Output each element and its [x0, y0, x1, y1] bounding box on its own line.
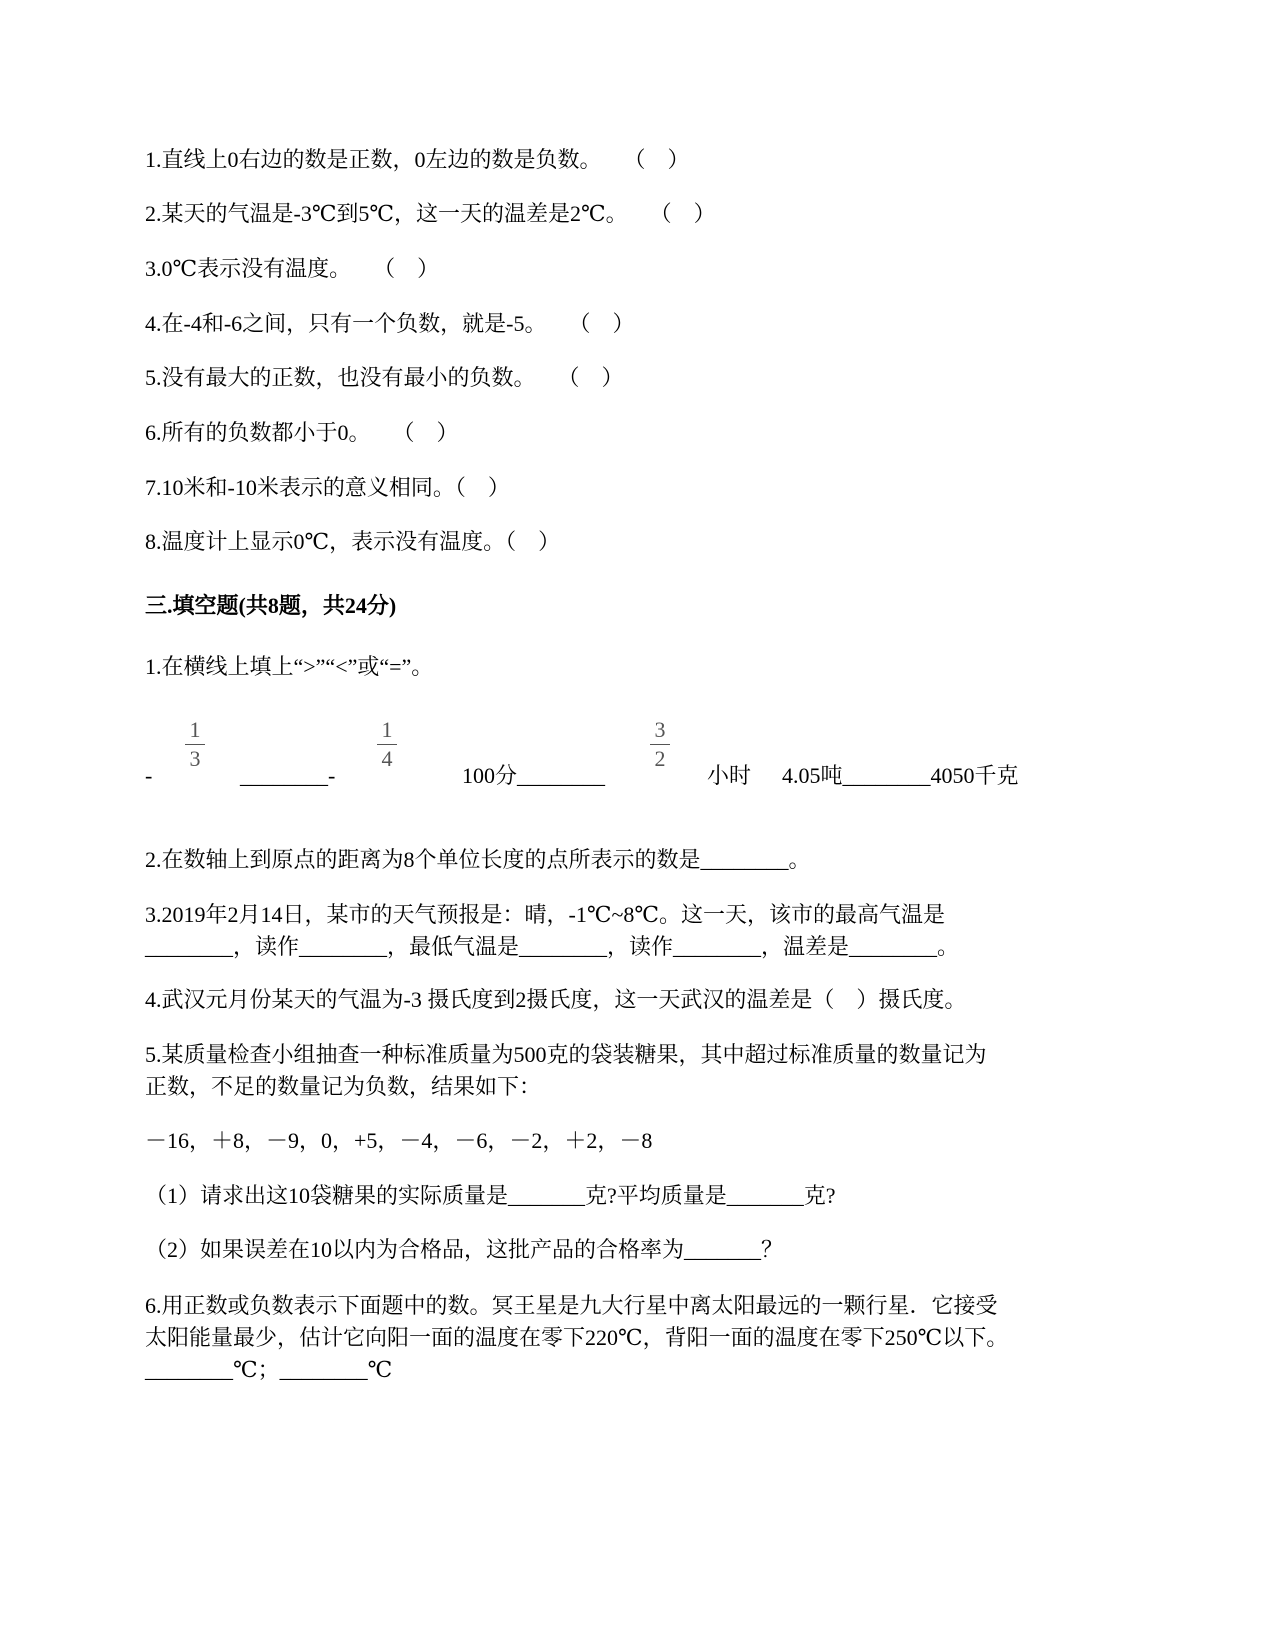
fraction-bar [377, 744, 397, 745]
question-5-data: －16，＋8，－9，0，+5，－4，－6，－2，＋2，－8 [145, 1128, 653, 1153]
fill-question-4: 4.武汉元月份某天的气温为-3 摄氏度到2摄氏度，这一天武汉的温差是（ ）摄氏度。 [145, 987, 967, 1012]
question-6-line-2: 太阳能量最少，估计它向阳一面的温度在零下220℃，背阳一面的温度在零下250℃以下。 [145, 1325, 1009, 1350]
fraction-bar [185, 744, 205, 745]
question-5-line-2: 正数，不足的数量记为负数，结果如下： [145, 1074, 542, 1099]
question-5-sub-1: （1）请求出这10袋糖果的实际质量是_______克?平均质量是_______克? [145, 1183, 836, 1208]
fraction-bar [650, 744, 670, 745]
judge-item-8: 8.温度计上显示0℃，表示没有温度。（ ） [145, 529, 561, 554]
judge-item-2: 2.某天的气温是-3℃到5℃，这一天的温差是2℃。 （ ） [145, 201, 716, 226]
question-3-line-1: 3.2019年2月14日，某市的天气预报是：晴，-1℃~8℃。这一天，该市的最高气温是 [145, 902, 945, 927]
question-3-line-2: ________，读作________，最低气温是________，读作________，温差是________。 [145, 934, 960, 959]
judge-item-1: 1.直线上0右边的数是正数，0左边的数是负数。 （ ） [145, 147, 690, 172]
fraction-numerator: 1 [189, 717, 201, 742]
minus-sign: - [145, 763, 153, 788]
question-5-sub-2: （2）如果误差在10以内为合格品，这批产品的合格率为_______？ [145, 1237, 784, 1262]
hour-unit: 小时 [707, 763, 752, 788]
fill-question-6 [145, 1290, 1008, 1386]
fraction-denominator: 3 [189, 746, 201, 771]
fraction-one-third [185, 718, 205, 771]
compare-blank-3: 4.05吨________4050千克 [782, 763, 1019, 788]
compare-blank-2: 100分________ [462, 763, 606, 788]
question-6-line-1: 6.用正数或负数表示下面题中的数。冥王星是九大行星中离太阳最远的一颗行星．它接受 [145, 1293, 998, 1318]
judge-item-5: 5.没有最大的正数，也没有最小的负数。 （ ） [145, 365, 624, 390]
fraction-three-halves [650, 718, 670, 771]
fraction-numerator: 1 [381, 717, 393, 742]
fraction-denominator: 2 [654, 746, 666, 771]
judge-item-4: 4.在-4和-6之间，只有一个负数，就是-5。 （ ） [145, 311, 635, 336]
fraction-denominator: 4 [381, 746, 393, 771]
section-heading: 三.填空题(共8题，共24分) [145, 593, 397, 618]
judge-item-3: 3.0℃表示没有温度。 （ ） [145, 256, 440, 281]
question-6-line-3: ________℃；________℃ [145, 1357, 393, 1382]
question-5-line-1: 5.某质量检查小组抽查一种标准质量为500克的袋装糖果，其中超过标准质量的数量记为 [145, 1042, 987, 1067]
fill-question-3 [145, 899, 959, 963]
fraction-one-fourth [377, 718, 397, 771]
fill-question-1: 1.在横线上填上“>”“<”或“=”。 [145, 654, 434, 679]
compare-blank-1: ________- [240, 763, 336, 788]
judge-item-6: 6.所有的负数都小于0。 （ ） [145, 420, 459, 445]
fill-question-5 [145, 1039, 987, 1103]
fill-question-2: 2.在数轴上到原点的距离为8个单位长度的点所表示的数是________。 [145, 847, 811, 872]
fraction-numerator: 3 [654, 717, 666, 742]
judge-item-7: 7.10米和-10米表示的意义相同。（ ） [145, 475, 510, 500]
